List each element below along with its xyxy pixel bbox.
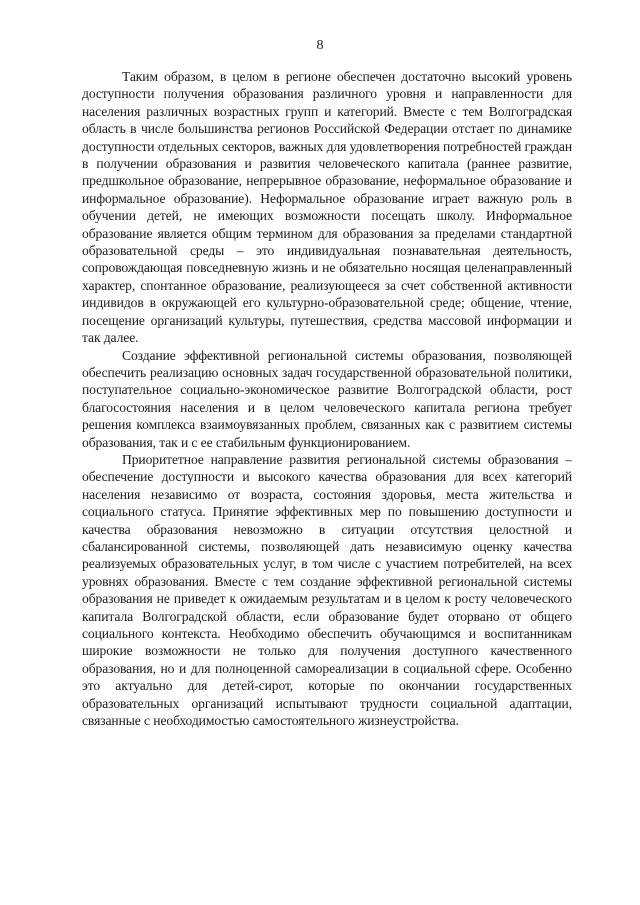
- paragraph-priority-direction: Приоритетное направление развития региональной системы образования – обеспечение доступности и высокого качества образования для всех категорий населения независимо от возраста, состояния здоровья, места жительства и социального статуса. Принятие эффективных мер по повышению доступности и качества образования невозможно в ситуации отсутствия целостной и сбалансированной системы, позволяющей дать независимую оценку качества реализуемых образовательных услуг, в том числе с участием потребителей, на всех уровнях образования. Вместе с тем создание эффективной региональной системы образования не приведет к ожидаемым результатам и в целом к росту человеческого капитала Волгоградской области, если образование будет оторвано от общего социального контекста. Необходимо обеспечить обучающимся и воспитанникам широкие возможности не только для получения доступного качественного образования, но и для полноценной самореализации в социальной сфере. Особенно это актуально для детей-сирот, которые по окончании государственных образовательных организаций испытывают трудности социальной адаптации, связанные с необходимостью самостоятельного жизнеустройства.: [82, 451, 572, 729]
- page-number: 8: [316, 38, 324, 53]
- paragraph-effective-system: Создание эффективной региональной системы образования, позволяющей обеспечить реализацию основных задач государственной образовательной политики, поступательное социально-экономическое развитие Волгоградской области, рост благосостояния населения и в целом человеческого капитала региона требует решения комплекса взаимоувязанных проблем, связанных как с развитием системы образования, так и с ее стабильным функционированием.: [82, 347, 572, 450]
- paragraph-accessibility-summary: Таким образом, в целом в регионе обеспечен достаточно высокий уровень доступности получения образования различного уровня и направленности для населения различных возрастных групп и категорий. Вместе с тем Волгоградская область в числе большинства регионов Российской Федерации отстает по динамике доступности отдельных секторов, важных для удовлетворения потребностей граждан в получении образования и развития человеческого капитала (раннее развитие, предшкольное образование, непрерывное образование, неформальное образование и информальное образование). Неформальное образование играет важную роль в обучении детей, не имеющих возможности посещать школу. Информальное образование является общим термином для образования за пределами стандартной образовательной среды – это индивидуальная познавательная деятельность, сопровождающая повседневную жизнь и не обязательно носящая целенаправленный характер, спонтанное образование, реализующееся за счет собственной активности индивидов в окружающей его культурно-образовательной среде; общение, чтение, посещение организаций культуры, путешествия, средства массовой информации и так далее.: [82, 69, 572, 346]
- document-body: [82, 68, 572, 729]
